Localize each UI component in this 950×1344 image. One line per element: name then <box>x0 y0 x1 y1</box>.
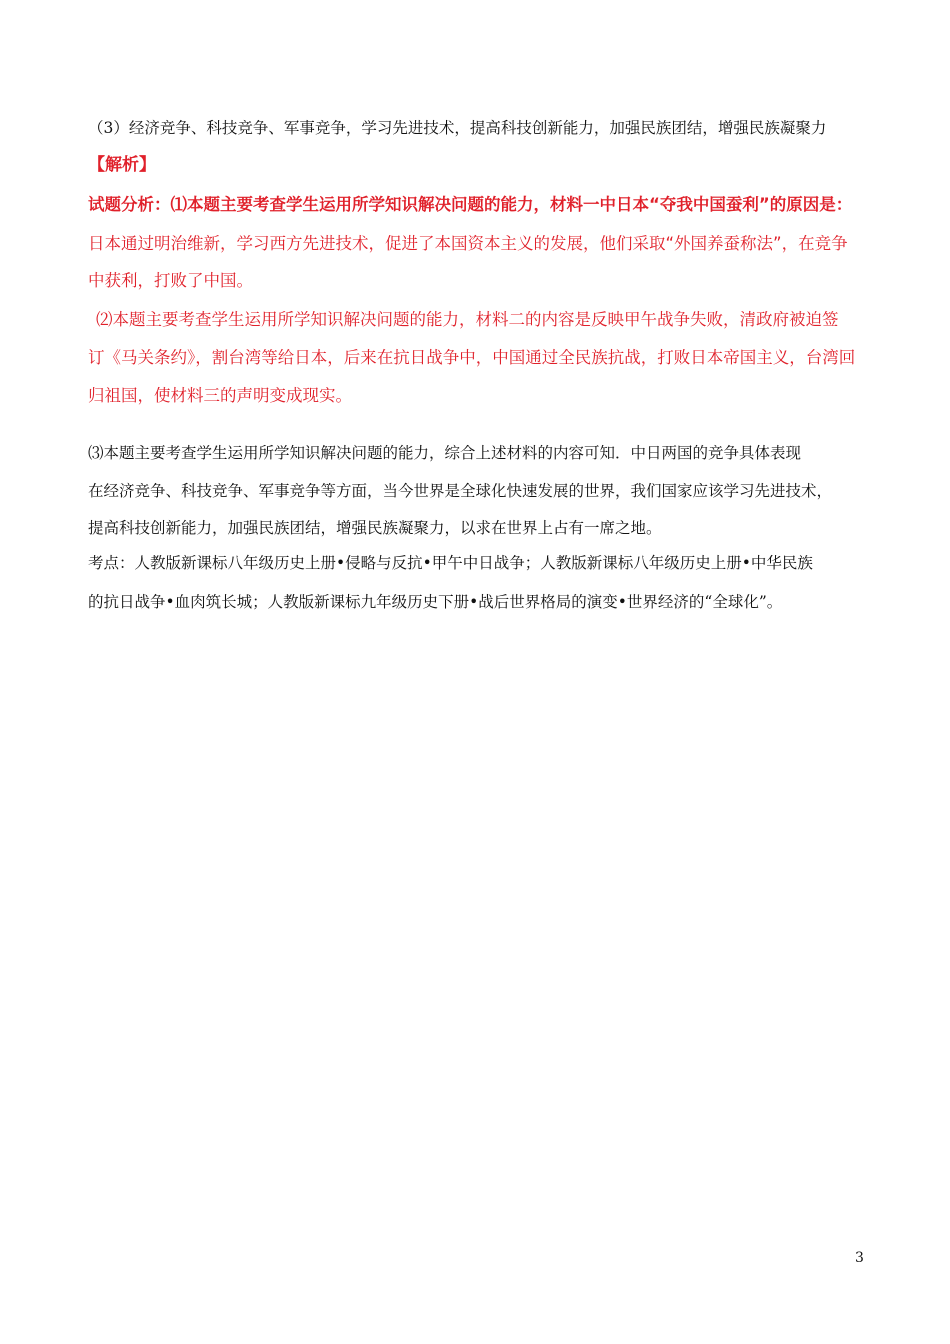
kaodian-line: 考点：人教版新课标八年级历史上册•侵略与反抗•甲午中日战争；人教版新课标八年级历史上册•中华民族 <box>88 554 813 572</box>
analysis-heading: 【解析】 <box>88 155 156 175</box>
page-number: 3 <box>855 1250 864 1266</box>
analysis-line: 试题分析：⑴本题主要考查学生运用所学知识解决问题的能力，材料一中日本“夺我中国蚕利”的原因是： <box>88 195 853 214</box>
part3-line: ⑶本题主要考查学生运用所学知识解决问题的能力，综合上述材料的内容可知．中日两国的竞争具体表现 <box>88 444 802 462</box>
analysis-line: 归祖国，使材料三的声明变成现实。 <box>88 386 352 405</box>
analysis-line: 日本通过明治维新，学习西方先进技术，促进了本国资本主义的发展，他们采取“外国养蚕称法”，在竞争 <box>88 234 848 253</box>
analysis-line: 订《马关条约》，割台湾等给日本，后来在抗日战争中，中国通过全民族抗战，打败日本帝国主义，台湾回 <box>88 348 856 367</box>
part3-line: 提高科技创新能力，加强民族团结，增强民族凝聚力，以求在世界上占有一席之地。 <box>88 519 662 537</box>
analysis-line: 中获利，打败了中国。 <box>88 271 253 290</box>
kaodian-line: 的抗日战争•血肉筑长城；人教版新课标九年级历史下册•战后世界格局的演变•世界经济的“全球化”。 <box>88 593 783 611</box>
analysis-line: ⑵本题主要考查学生运用所学知识解决问题的能力，材料二的内容是反映甲午战争失败，清政府被迫签 <box>96 310 839 329</box>
answer-line-3: （3）经济竞争、科技竞争、军事竞争，学习先进技术，提高科技创新能力，加强民族团结，增强民族凝聚力 <box>88 119 827 137</box>
part3-line: 在经济竞争、科技竞争、军事竞争等方面，当今世界是全球化快速发展的世界，我们国家应该学习先进技术， <box>88 482 833 500</box>
